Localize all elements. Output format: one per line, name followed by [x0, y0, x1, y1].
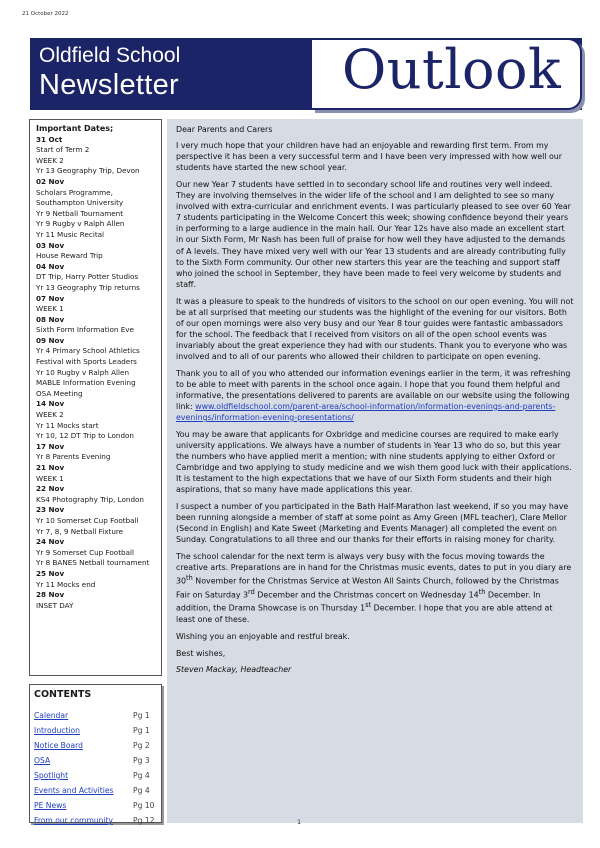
date-event: Sixth Form Information Eve: [36, 325, 134, 335]
ordinal-suffix: rd: [248, 587, 255, 596]
contents-item: [34, 708, 157, 723]
letter-paragraph: [176, 551, 574, 625]
letter-text: The school calendar for the next term is always very busy with the focus moving towards the creative arts. Preparations are in hand for the Christmas music events, dates to put in you diary are 30: [176, 551, 572, 586]
date-event: INSET DAY: [36, 600, 74, 610]
date-event: WEEK 1: [36, 473, 64, 483]
date-event: Yr 9 Rugby v Ralph Allen: [36, 219, 125, 229]
letter-greeting: Dear Parents and Carers: [176, 125, 273, 134]
date-heading: 04 Nov: [36, 261, 65, 271]
contents-link[interactable]: OSA: [34, 756, 51, 765]
date-event: Yr 11 Music Recital: [36, 229, 105, 239]
ordinal-suffix: st: [365, 601, 372, 610]
date-event: WEEK 1: [36, 304, 64, 314]
date-heading: 23 Nov: [36, 505, 65, 515]
date-event: Yr 13 Geography Trip, Devon: [36, 166, 140, 176]
contents-item: [34, 783, 157, 798]
letter-paragraph: I very much hope that your children have had an enjoyable and rewarding first term. From my perspective it has been a very successful term and I have been very impressed with how well our students have started the new school year.: [176, 141, 563, 173]
contents-link[interactable]: Events and Activities: [34, 786, 114, 795]
contents-item: [34, 813, 157, 828]
contents-link[interactable]: Calendar: [34, 711, 69, 720]
contents-link[interactable]: Spotlight: [34, 771, 69, 780]
contents-list: [34, 708, 157, 828]
date-event: House Reward Trip: [36, 251, 103, 261]
page-number: 1: [297, 818, 302, 826]
contents-item: [34, 798, 157, 813]
date-event: Yr 7, 8, 9 Netball Fixture: [36, 526, 124, 536]
contents-link[interactable]: PE News: [34, 801, 67, 810]
important-dates-panel: [29, 119, 162, 676]
issue-date: 21 October 2022: [22, 11, 69, 17]
date-event: Yr 9 Netball Tournament: [36, 208, 124, 218]
date-heading: 02 Nov: [36, 176, 65, 186]
date-heading: 28 Nov: [36, 590, 65, 600]
date-heading: 07 Nov: [36, 293, 65, 303]
masthead-title-box: [312, 38, 582, 110]
letter-paragraph: You may be aware that applicants for Oxbridge and medicine courses are required to make early university applications. We always have a number of students in Year 13 who do so, but this year the numbers who have applied merit a mention; with nine students applying to either Oxford or Cambridge and two applying to study medicine and we wish them good luck with their applications. It is testament to the high expectations that we have of our Sixth Form students and their high aspirations, that so many have made applications this year.: [176, 429, 572, 495]
letter-paragraph: I suspect a number of you participated in the Bath Half-Marathon last weekend, if so you may have been running alongside a member of staff at some point as Amy Green (MFL teacher), Clare Mellor (Second in English) and Kate Sweet (Marketing and Events Manager) all completed the event on Sunday. Congratulations to all three and our thanks for their efforts in raising money for charity.: [176, 501, 569, 545]
letter-paragraph: [176, 368, 574, 423]
contents-page: Pg 12: [133, 816, 155, 825]
date-event: Yr 13 Geography Trip returns: [36, 282, 140, 292]
letter-text: December. I hope that you are able attend at least one of these.: [176, 604, 553, 625]
headteacher-letter: [167, 119, 583, 823]
letter-paragraph: It was a pleasure to speak to the hundreds of visitors to the school on our open evening. You will not be at all surprised that meeting our students was the highlight of the evening for our visitors. Both of our open mornings were also very busy and our Year 8 tour guides were fantastic ambassadors for the school. The feedback that I received from visitors on all of the open school events was invariably about the great experience they had with our students. Thank you to everyone who was involved and to all of our parents who allowed their children to participate on open evening.: [176, 296, 574, 361]
date-heading: 09 Nov: [36, 335, 65, 345]
date-event: WEEK 2: [36, 410, 64, 420]
letter-signature: Steven Mackay, Headteacher: [176, 665, 292, 675]
contents-page: Pg 1: [133, 711, 150, 720]
newsletter-title: Outlook: [342, 38, 562, 101]
school-name: Oldfield School: [39, 44, 181, 67]
contents-title: CONTENTS: [34, 689, 92, 700]
contents-page: Pg 3: [133, 756, 150, 765]
date-heading: 24 Nov: [36, 537, 65, 547]
masthead: [30, 38, 582, 110]
letter-paragraph: Wishing you an enjoyable and restful break.: [176, 631, 350, 641]
date-event: DT Trip, Harry Potter Studios: [36, 272, 139, 282]
date-heading: 31 Oct: [36, 134, 63, 144]
important-dates-title: Important Dates;: [36, 124, 114, 133]
letter-paragraph: Our new Year 7 students have settled in to secondary school life and routines very well indeed. They are involving themselves in the wider life of the school and I am delighted to see so many involved with extra-curricular and enrichment events. I was particularly pleased to see over 60 Year 7 students participating in the Welcome Concert this week; showing confidence beyond their years in performing to a large audience in the main hall. Our Year 12s have also made an excellent start in our Sixth Form, Mr Nash has been full of praise for how well they have adjusted to the demands of A levels. They have mixed very well with our Year 13 students and are already contributing fully to the Sixth Form community. Our other new starters this year are the teaching and support staff who joined the school in September, they have been made to feel very welcome by students and staff.: [176, 179, 571, 289]
contents-link[interactable]: Introduction: [34, 726, 80, 735]
date-event: KS4 Photography Trip, London: [36, 494, 144, 504]
contents-page: Pg 2: [133, 741, 150, 750]
date-heading: 17 Nov: [36, 441, 65, 451]
date-event: Yr 11 Mocks end: [36, 579, 96, 589]
date-event: Yr 8 BANES Netball tournament: [36, 558, 150, 568]
letter-closing: Best wishes,: [176, 648, 226, 658]
date-event: Yr 9 Somerset Cup Football: [36, 547, 134, 557]
contents-page: Pg 10: [133, 801, 155, 810]
date-event: Yr 11 Mocks start: [36, 420, 99, 430]
date-event: MABLE Information Evening: [36, 378, 136, 388]
ordinal-suffix: th: [186, 574, 193, 583]
contents-panel: [29, 684, 162, 823]
contents-link[interactable]: Notice Board: [34, 741, 83, 750]
date-event: Yr 8 Parents Evening: [36, 452, 111, 462]
letter-text: December and the Christmas concert on Wednesday 14: [254, 590, 479, 600]
letter-text: November for the Christmas Service at Weston All Saints Church, followed by the Christmas Fair on Saturday 3: [176, 576, 559, 600]
contents-link[interactable]: From our community: [34, 816, 114, 825]
date-heading: 25 Nov: [36, 568, 65, 578]
date-heading: 14 Nov: [36, 399, 65, 409]
date-event: OSA Meeting: [36, 388, 83, 398]
date-event: Scholars Programme, Southampton University: [36, 187, 124, 208]
date-heading: 03 Nov: [36, 240, 65, 250]
important-dates-list: [36, 135, 155, 612]
contents-page: Pg 1: [133, 726, 150, 735]
date-heading: 21 Nov: [36, 463, 65, 472]
letter-text: Thank you to all of you who attended our information evenings earlier in the term, it was refreshing to be able to meet with parents in the school once again. I hope that you found them helpful and informative, the presentations delivered to parents are available on our website using the following link:: [176, 368, 571, 411]
date-heading: 08 Nov: [36, 314, 65, 324]
contents-page: Pg 4: [133, 786, 150, 795]
contents-item: [34, 723, 157, 738]
presentations-link[interactable]: www.oldfieldschool.com/parent-area/school-information/information-evenings-and-parents-evenings/information-evening-presentations/: [176, 401, 556, 423]
date-event: Yr 10 Rugby v Ralph Allen: [36, 367, 130, 377]
date-event: Yr 10, 12 DT Trip to London: [36, 431, 134, 441]
date-event: Yr 10 Somerset Cup Football: [36, 515, 139, 525]
date-event: Start of Term 2: [36, 145, 90, 155]
date-heading: 22 Nov: [36, 484, 65, 494]
contents-item: [34, 753, 157, 768]
newsletter-label: Newsletter: [39, 69, 179, 101]
date-event: Yr 4 Primary School Athletics Festival with Sports Leaders: [36, 346, 140, 367]
contents-page: Pg 4: [133, 771, 150, 780]
letter-text: December. In addition, the Drama Showcase is on Thursday 1: [176, 590, 541, 614]
ordinal-suffix: th: [478, 587, 486, 596]
contents-item: [34, 768, 157, 783]
date-event: WEEK 2: [36, 155, 64, 165]
contents-item: [34, 738, 157, 753]
